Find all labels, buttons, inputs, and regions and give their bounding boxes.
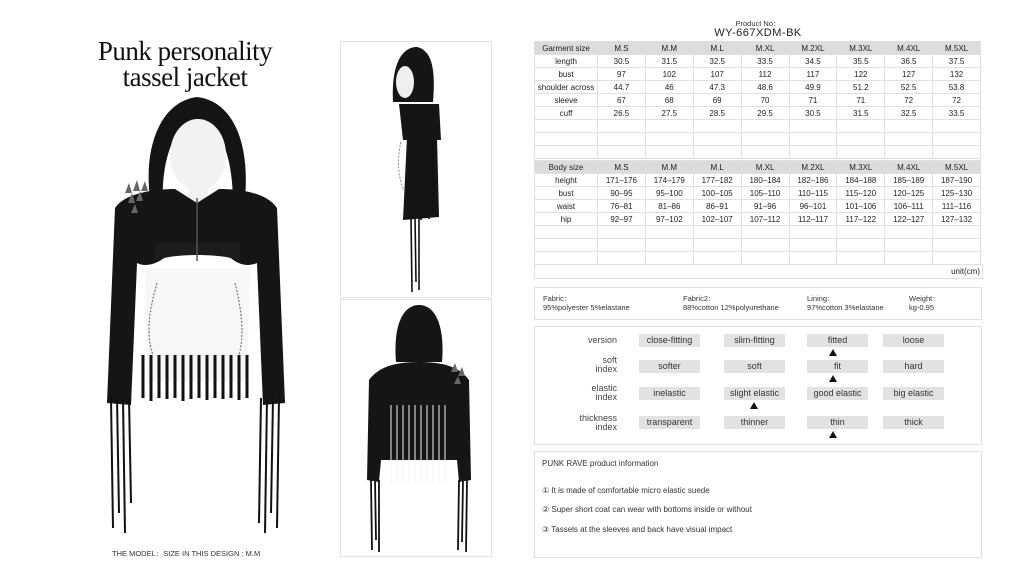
size-cell: M.5XL	[933, 42, 981, 55]
size-cell	[741, 252, 789, 265]
elastic-option-3: good elastic	[807, 387, 868, 400]
body-size-table	[534, 160, 981, 265]
size-cell: 52.5	[885, 81, 933, 94]
size-cell: 32.5	[885, 107, 933, 120]
attributes-box	[534, 326, 982, 445]
row-label-cell: height	[535, 174, 598, 187]
size-cell: 49.9	[789, 81, 837, 94]
size-cell: 120–125	[885, 187, 933, 200]
soft-selected-marker	[829, 375, 837, 382]
size-cell: 171–176	[598, 174, 646, 187]
row-label-cell: bust	[535, 187, 598, 200]
version-option-2: slim-fitting	[724, 334, 785, 347]
lining-value: 97%cotton 3%elastane	[807, 303, 884, 312]
size-cell: 117–122	[837, 213, 885, 226]
size-cell: 53.8	[933, 81, 981, 94]
size-cell	[598, 252, 646, 265]
size-cell	[933, 252, 981, 265]
soft-option-4: hard	[883, 360, 944, 373]
size-cell: 102–107	[693, 213, 741, 226]
size-cell	[885, 146, 933, 159]
fabric2-label: Fabric2：	[683, 294, 716, 303]
fabric-info-box	[534, 287, 982, 320]
size-cell: 67	[598, 94, 646, 107]
soft-option-2: soft	[724, 360, 785, 373]
elastic-option-4: big elastic	[883, 387, 944, 400]
size-cell: 31.5	[645, 55, 693, 68]
version-selected-marker	[829, 349, 837, 356]
size-cell: 31.5	[837, 107, 885, 120]
size-cell: 115–120	[837, 187, 885, 200]
soft-index-label	[595, 356, 617, 374]
size-cell	[693, 133, 741, 146]
fabric-label: Fabric：	[543, 294, 572, 303]
soft-option-3: fit	[807, 360, 868, 373]
size-cell: 185–189	[885, 174, 933, 187]
version-label: version	[587, 335, 617, 345]
size-cell: 46	[645, 81, 693, 94]
fabric2-value: 88%cotton 12%polyurethane	[683, 303, 779, 312]
thickness-label-line2: index	[595, 422, 617, 432]
size-cell: M.M	[645, 42, 693, 55]
size-cell: M.M	[645, 161, 693, 174]
size-cell: 122	[837, 68, 885, 81]
size-cell: 29.5	[741, 107, 789, 120]
size-cell	[598, 146, 646, 159]
product-info-line-2: ② Super short coat can wear with bottoms inside or without	[542, 505, 752, 514]
size-cell	[645, 133, 693, 146]
size-cell: 92–97	[598, 213, 646, 226]
size-cell: 68	[645, 94, 693, 107]
size-cell: 48.6	[741, 81, 789, 94]
side-view-photo	[341, 42, 491, 297]
size-cell	[837, 239, 885, 252]
size-cell	[789, 252, 837, 265]
elastic-selected-marker	[750, 402, 758, 409]
size-cell: 28.5	[693, 107, 741, 120]
soft-label-line1: soft	[602, 355, 617, 365]
unit-label: unit(cm)	[534, 265, 983, 279]
size-cell	[789, 120, 837, 133]
size-cell: M.2XL	[789, 161, 837, 174]
weight-item	[909, 294, 940, 312]
size-cell: 96–101	[789, 200, 837, 213]
side-view-panel	[340, 41, 492, 298]
back-view-panel	[340, 299, 492, 557]
size-cell: 27.5	[645, 107, 693, 120]
title-line-1: Punk personality	[97, 36, 273, 66]
size-cell: 127–132	[933, 213, 981, 226]
body-row	[535, 213, 981, 226]
size-cell: 26.5	[598, 107, 646, 120]
weight-value: kg-0.95	[909, 303, 935, 312]
size-cell: 184–188	[837, 174, 885, 187]
body-table-body	[535, 161, 981, 265]
size-cell: M.2XL	[789, 42, 837, 55]
size-cell: 106–111	[885, 200, 933, 213]
size-cell	[741, 120, 789, 133]
size-cell	[693, 226, 741, 239]
size-cell	[789, 226, 837, 239]
size-cell	[598, 133, 646, 146]
lining-label: Lining：	[807, 294, 835, 303]
garment-table-body	[535, 42, 981, 159]
size-cell: 71	[789, 94, 837, 107]
size-cell: M.S	[598, 161, 646, 174]
thickness-label-line1: thickness	[579, 413, 617, 423]
size-cell: M.L	[693, 42, 741, 55]
size-cell: 51.2	[837, 81, 885, 94]
size-cell	[598, 226, 646, 239]
size-cell: 107–112	[741, 213, 789, 226]
body-table	[534, 160, 981, 265]
size-cell	[837, 133, 885, 146]
size-cell: 112–117	[789, 213, 837, 226]
thickness-option-2: thinner	[724, 416, 785, 429]
size-cell: 95–100	[645, 187, 693, 200]
size-cell: 36.5	[885, 55, 933, 68]
size-cell: M.XL	[741, 161, 789, 174]
garment-row	[535, 133, 981, 146]
row-label-cell: hip	[535, 213, 598, 226]
thickness-selected-marker	[829, 431, 837, 438]
size-cell: M.L	[693, 161, 741, 174]
body-row	[535, 239, 981, 252]
thickness-option-4: thick	[883, 416, 944, 429]
size-cell	[645, 252, 693, 265]
size-cell	[693, 252, 741, 265]
product-info-title: PUNK RAVE product information	[542, 459, 659, 468]
soft-option-1: softer	[639, 360, 700, 373]
size-cell: 69	[693, 94, 741, 107]
size-cell	[933, 120, 981, 133]
row-label-cell	[535, 252, 598, 265]
product-title	[60, 38, 310, 90]
garment-row	[535, 68, 981, 81]
elastic-option-1: inelastic	[639, 387, 700, 400]
size-cell: 90–95	[598, 187, 646, 200]
version-option-3: fitted	[807, 334, 868, 347]
size-cell: 182–186	[789, 174, 837, 187]
size-cell	[645, 226, 693, 239]
row-label-cell: length	[535, 55, 598, 68]
main-product-photo	[95, 93, 295, 538]
row-label-cell	[535, 239, 598, 252]
size-cell	[933, 133, 981, 146]
fabric-item	[543, 294, 630, 312]
product-info-box	[534, 451, 982, 558]
size-cell: M.3XL	[837, 161, 885, 174]
product-number: WY-667XDM-BK	[714, 27, 802, 39]
size-cell: 127	[885, 68, 933, 81]
size-cell: M.3XL	[837, 42, 885, 55]
size-cell	[885, 226, 933, 239]
body-row	[535, 252, 981, 265]
row-label-cell: cuff	[535, 107, 598, 120]
size-cell: 37.5	[933, 55, 981, 68]
size-cell	[789, 146, 837, 159]
size-cell: 117	[789, 68, 837, 81]
garment-header-row	[535, 42, 981, 55]
elastic-label-line2: index	[595, 392, 617, 402]
product-number-label: Product No：	[735, 19, 781, 28]
thickness-index-label	[579, 414, 617, 432]
size-cell	[837, 226, 885, 239]
size-cell: 91–96	[741, 200, 789, 213]
size-cell: 47.3	[693, 81, 741, 94]
row-label-cell: Body size	[535, 161, 598, 174]
size-cell	[885, 120, 933, 133]
lining-item	[807, 294, 884, 312]
size-cell	[933, 146, 981, 159]
garment-row	[535, 81, 981, 94]
row-label-cell	[535, 120, 598, 133]
size-cell: 102	[645, 68, 693, 81]
size-cell	[741, 226, 789, 239]
size-cell	[837, 252, 885, 265]
size-cell	[789, 239, 837, 252]
size-cell	[885, 252, 933, 265]
row-label-cell: Garment size	[535, 42, 598, 55]
size-cell: 105–110	[741, 187, 789, 200]
size-cell: 33.5	[741, 55, 789, 68]
elastic-label-line1: elastic	[591, 383, 617, 393]
size-cell	[598, 239, 646, 252]
size-cell: 100–105	[693, 187, 741, 200]
size-cell: 30.5	[789, 107, 837, 120]
row-label-cell: bust	[535, 68, 598, 81]
size-cell: 180–184	[741, 174, 789, 187]
garment-size-table	[534, 41, 981, 159]
weight-label: Weight：	[909, 294, 940, 303]
row-label-cell	[535, 226, 598, 239]
size-cell: 33.5	[933, 107, 981, 120]
size-cell: 44.7	[598, 81, 646, 94]
body-row	[535, 174, 981, 187]
size-cell: 72	[933, 94, 981, 107]
size-cell: M.4XL	[885, 42, 933, 55]
size-cell: 177–182	[693, 174, 741, 187]
size-cell	[933, 226, 981, 239]
size-cell	[837, 120, 885, 133]
row-label-cell	[535, 133, 598, 146]
size-cell: 81–86	[645, 200, 693, 213]
size-cell	[933, 239, 981, 252]
size-cell	[645, 239, 693, 252]
body-row	[535, 226, 981, 239]
size-cell	[741, 133, 789, 146]
back-view-photo	[341, 300, 491, 556]
size-cell	[789, 133, 837, 146]
size-cell: 35.5	[837, 55, 885, 68]
garment-row	[535, 107, 981, 120]
size-cell: 112	[741, 68, 789, 81]
size-cell	[885, 239, 933, 252]
version-option-1: close-fitting	[639, 334, 700, 347]
size-cell: M.XL	[741, 42, 789, 55]
size-cell: 132	[933, 68, 981, 81]
thickness-option-3: thin	[807, 416, 868, 429]
size-cell: M.5XL	[933, 161, 981, 174]
version-option-4: loose	[883, 334, 944, 347]
size-cell	[837, 146, 885, 159]
size-cell	[598, 120, 646, 133]
size-cell	[693, 239, 741, 252]
size-cell	[645, 120, 693, 133]
size-cell: 72	[885, 94, 933, 107]
size-cell: 70	[741, 94, 789, 107]
garment-row	[535, 94, 981, 107]
size-cell	[693, 146, 741, 159]
size-cell	[645, 146, 693, 159]
size-cell: M.S	[598, 42, 646, 55]
garment-table	[534, 41, 981, 159]
size-cell: 86–91	[693, 200, 741, 213]
row-label-cell: shoulder across	[535, 81, 598, 94]
size-cell: 111–116	[933, 200, 981, 213]
row-label-cell	[535, 146, 598, 159]
fabric2-item	[683, 294, 779, 312]
body-row	[535, 200, 981, 213]
size-cell: 187–190	[933, 174, 981, 187]
product-info-line-3: ③ Tassels at the sleeves and back have visual impact	[542, 525, 733, 534]
size-cell: 34.5	[789, 55, 837, 68]
thickness-option-1: transparent	[639, 416, 700, 429]
body-header-row	[535, 161, 981, 174]
size-cell: 32.5	[693, 55, 741, 68]
garment-row	[535, 120, 981, 133]
garment-row	[535, 55, 981, 68]
size-cell: 97–102	[645, 213, 693, 226]
soft-label-line2: index	[595, 364, 617, 374]
fabric-value: 95%polyester 5%elastane	[543, 303, 630, 312]
size-cell	[885, 133, 933, 146]
size-cell: 30.5	[598, 55, 646, 68]
size-cell	[741, 146, 789, 159]
row-label-cell: waist	[535, 200, 598, 213]
size-cell: M.4XL	[885, 161, 933, 174]
size-cell: 174–179	[645, 174, 693, 187]
size-cell: 122–127	[885, 213, 933, 226]
size-cell: 110–115	[789, 187, 837, 200]
elastic-option-2: slight elastic	[724, 387, 785, 400]
title-line-2: tassel jacket	[122, 62, 248, 92]
model-size-note: THE MODEL：SIZE IN THIS DESIGN : M.M	[112, 549, 261, 558]
product-info-line-1: ① It is made of comfortable micro elastic suede	[542, 486, 710, 495]
elastic-index-label	[591, 384, 617, 402]
size-cell: 76–81	[598, 200, 646, 213]
size-cell: 71	[837, 94, 885, 107]
size-cell: 125–130	[933, 187, 981, 200]
size-cell: 101–106	[837, 200, 885, 213]
size-cell	[693, 120, 741, 133]
body-row	[535, 187, 981, 200]
garment-row	[535, 146, 981, 159]
size-cell: 97	[598, 68, 646, 81]
row-label-cell: sleeve	[535, 94, 598, 107]
size-cell: 107	[693, 68, 741, 81]
size-cell	[741, 239, 789, 252]
